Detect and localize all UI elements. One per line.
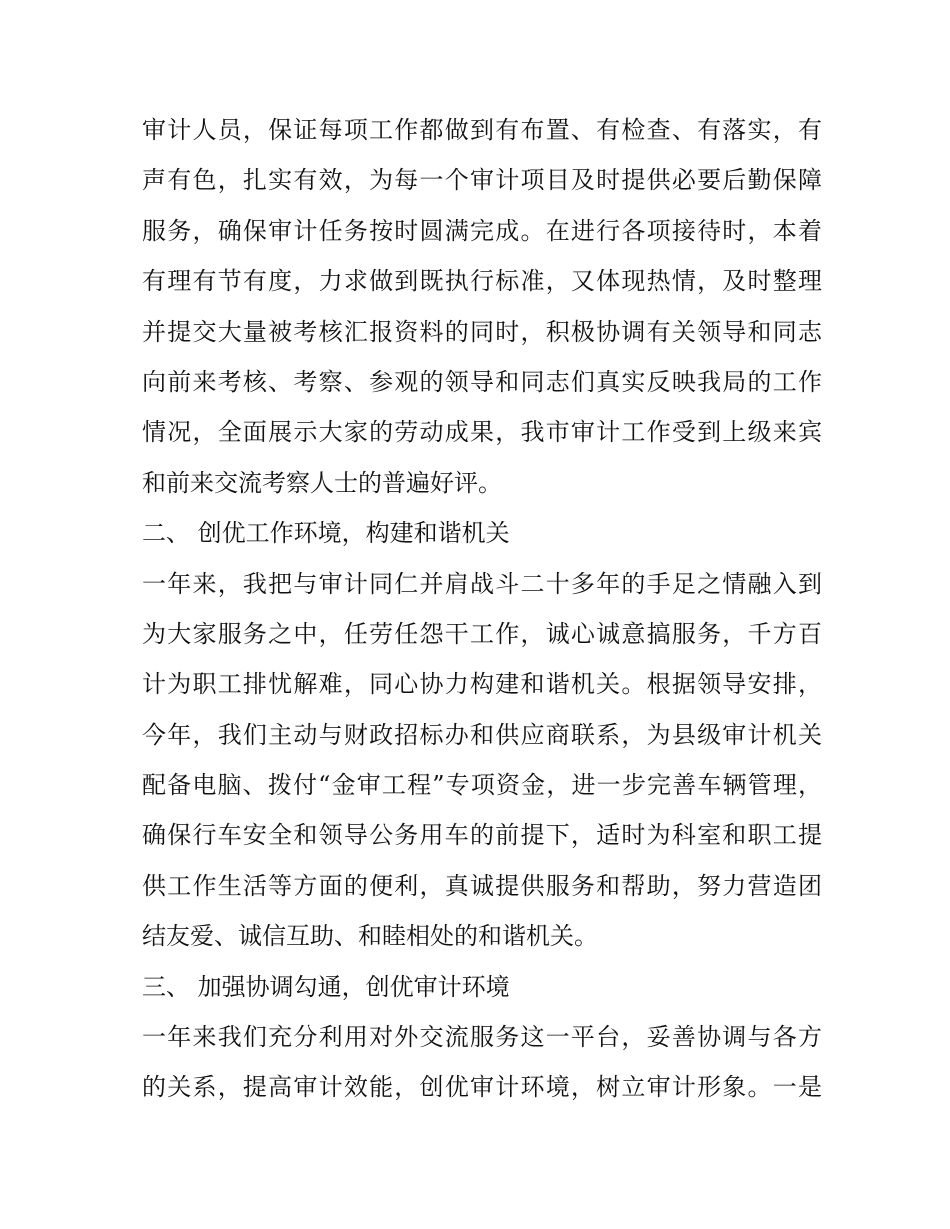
paragraph-line: 并提交大量被考核汇报资料的同时，积极协调有关领导和同志 [142,317,822,346]
section-heading-line: 二、 创优工作环境，构建和谐机关 [142,519,510,548]
paragraph-line: 向前来考核、考察、参观的领导和同志们真实反映我局的工作 [142,367,822,396]
paragraph-line: 结友爱、诚信互助、和睦相处的和谐机关。 [142,922,598,951]
paragraph-line: 声有色，扎实有效，为每一个审计项目及时提供必要后勤保障 [142,166,822,195]
paragraph-line: 服务，确保审计任务按时圆满完成。在进行各项接待时，本着 [142,216,822,245]
paragraph-line: 和前来交流考察人士的普遍好评。 [142,468,502,497]
document-body [142,105,822,1113]
paragraph-line: 为大家服务之中，任劳任怨干工作，诚心诚意搞服务，千方百 [142,619,822,648]
paragraph-line: 的关系，提高审计效能，创优审计环境，树立审计形象。一是 [142,1073,822,1102]
paragraph-line: 一年来我们充分利用对外交流服务这一平台，妥善协调与各方 [142,1023,822,1052]
paragraph-line: 配备电脑、拨付“金审工程”专项资金，进一步完善车辆管理， [142,771,822,800]
paragraph-line: 确保行车安全和领导公务用车的前提下，适时为科室和职工提 [142,821,822,850]
paragraph-line: 一年来，我把与审计同仁并肩战斗二十多年的手足之情融入到 [142,569,822,598]
section-heading-line: 三、 加强协调勾通，创优审计环境 [142,972,510,1001]
paragraph-line: 供工作生活等方面的便利，真诚提供服务和帮助，努力营造团 [142,871,822,900]
paragraph-line: 计为职工排忧解难，同心协力构建和谐机关。根据领导安排， [142,670,822,699]
paragraph-line: 审计人员，保证每项工作都做到有布置、有检查、有落实，有 [142,116,822,144]
paragraph-line: 今年，我们主动与财政招标办和供应商联系，为县级审计机关 [142,720,822,749]
paragraph-line: 有理有节有度，力求做到既执行标准，又体现热情，及时整理 [142,267,822,296]
paragraph-line: 情况，全面展示大家的劳动成果，我市审计工作受到上级来宾 [142,418,822,447]
